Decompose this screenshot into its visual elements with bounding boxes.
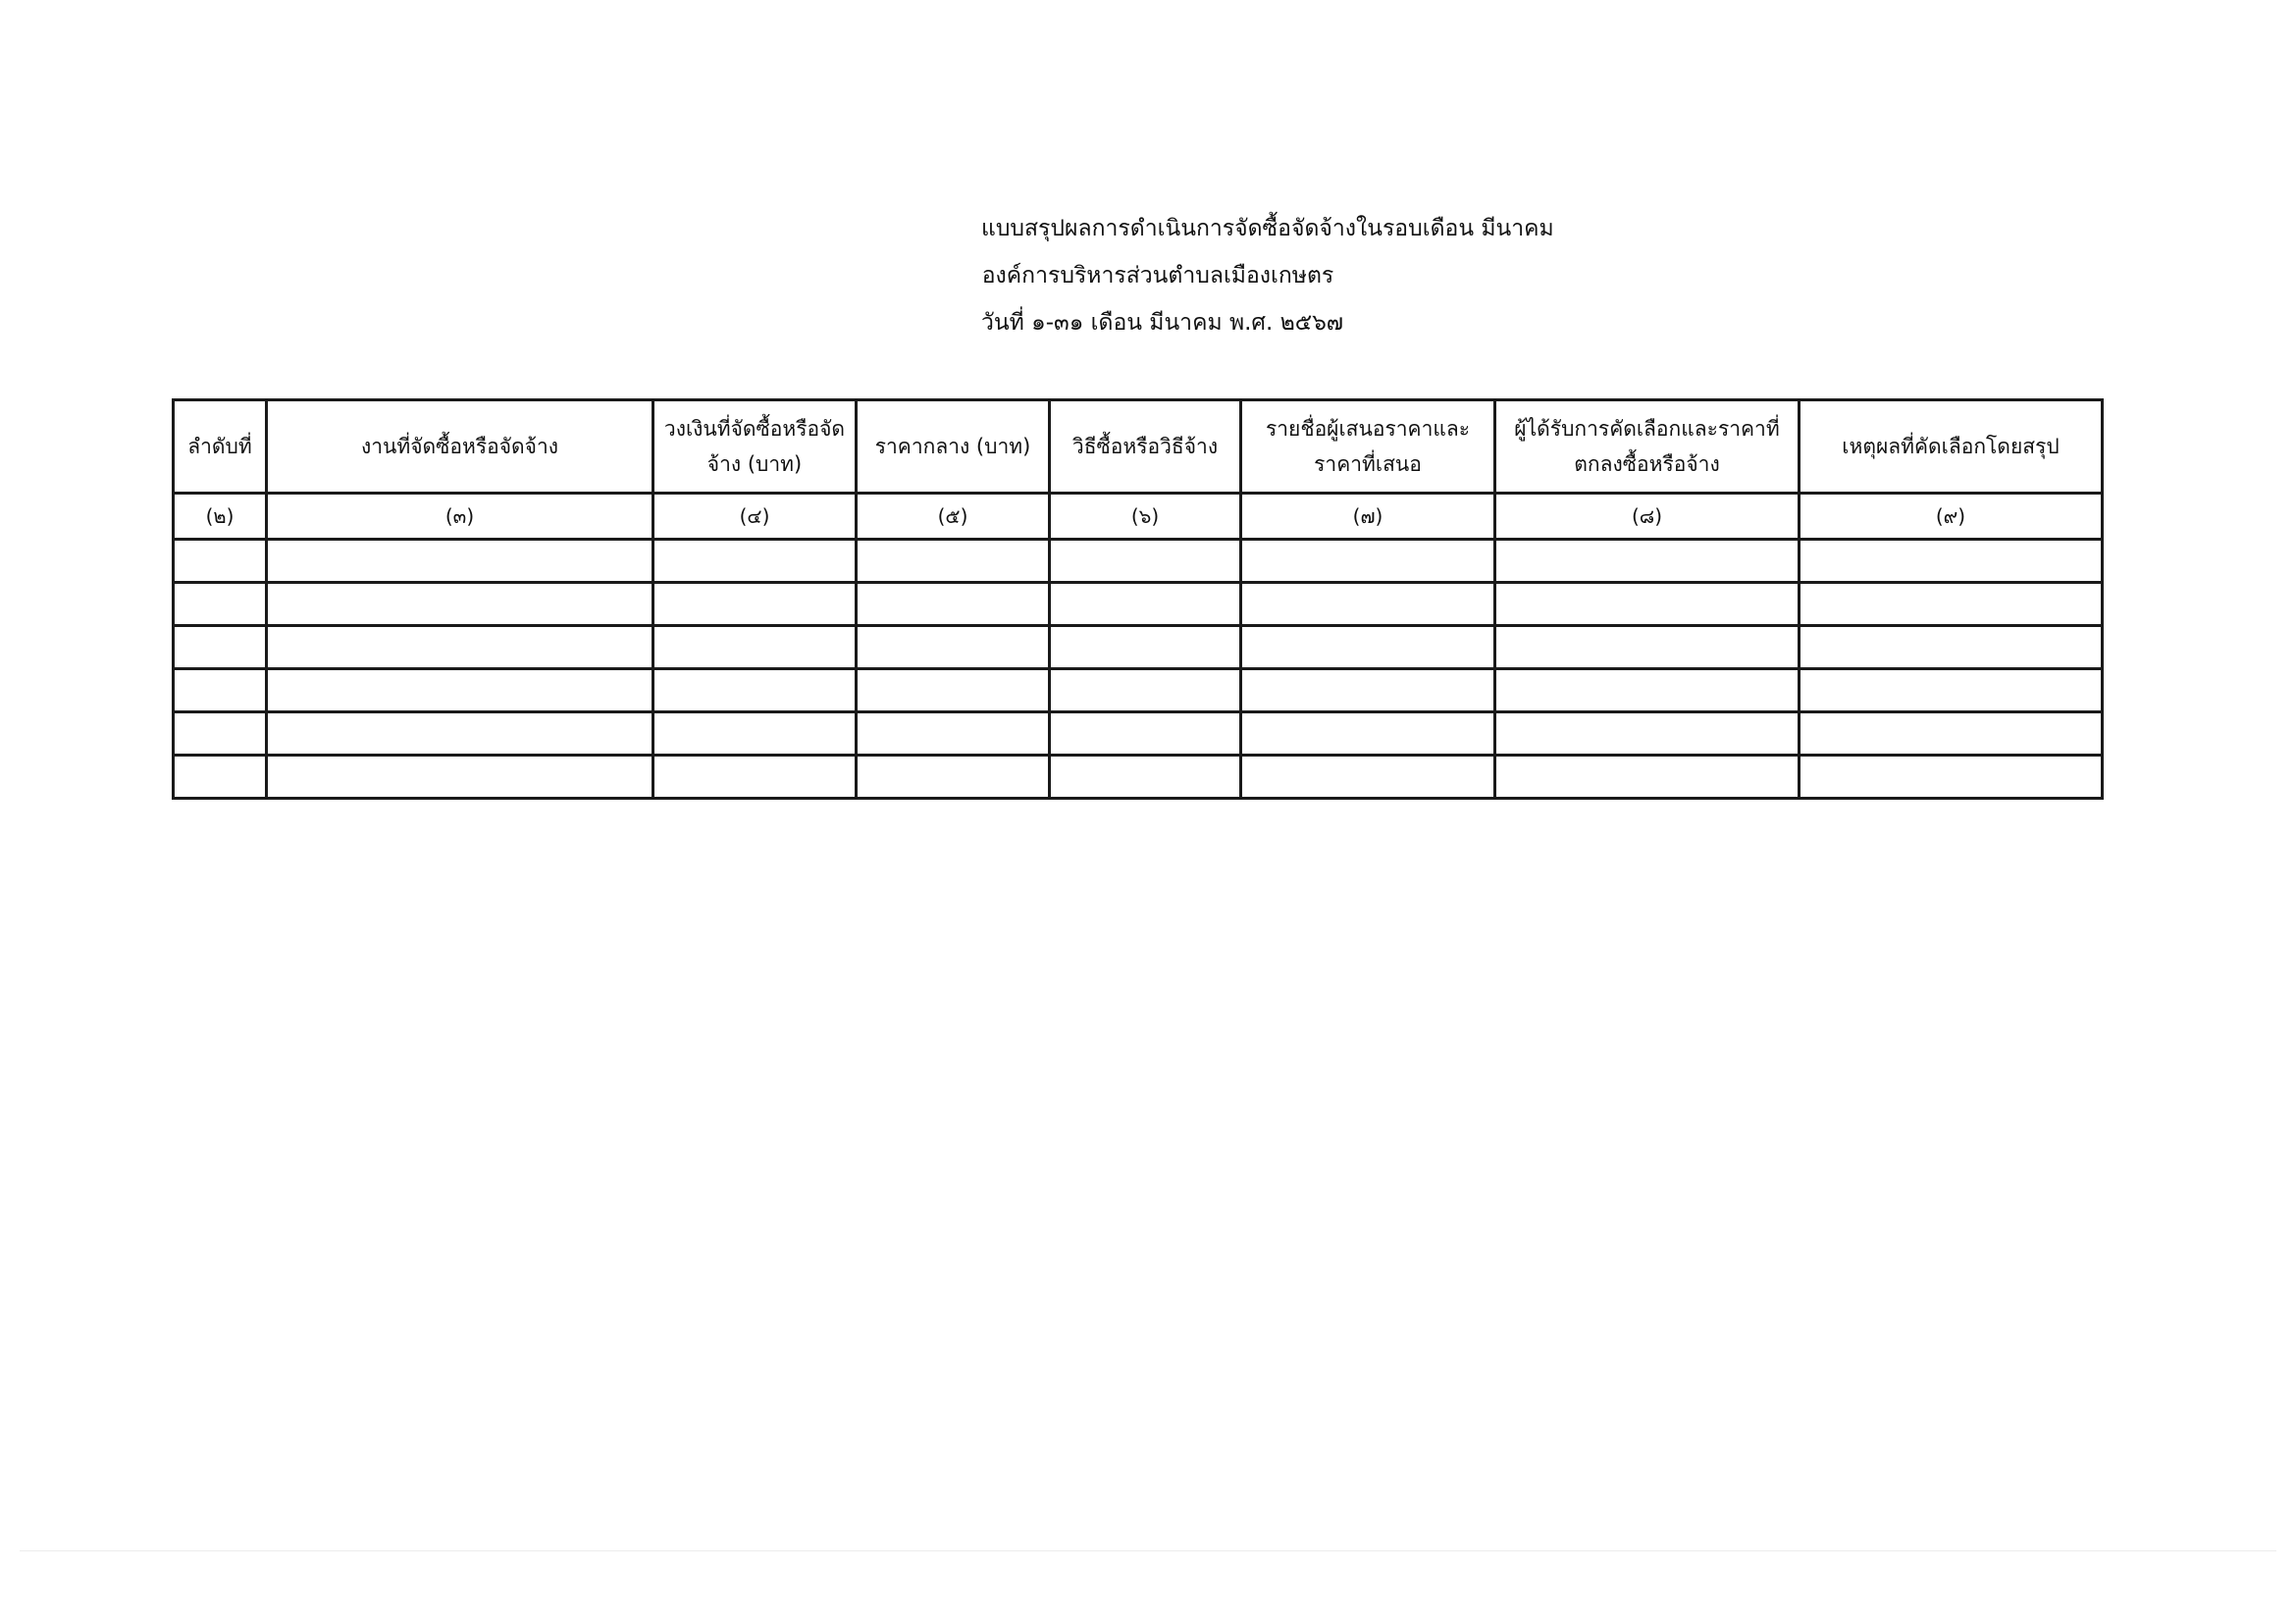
table-cell (1495, 540, 1800, 583)
column-number: (๖) (1050, 494, 1241, 540)
table-row (174, 626, 2103, 669)
table-cell (267, 626, 653, 669)
table-row (174, 712, 2103, 756)
table-cell (1800, 583, 2103, 626)
scan-edge-line (20, 1550, 2276, 1551)
table-cell (174, 626, 267, 669)
table-cell (857, 712, 1050, 756)
table-cell (1495, 712, 1800, 756)
table-cell (653, 540, 857, 583)
table-cell (1050, 669, 1241, 712)
table-cell (653, 626, 857, 669)
column-number: (๒) (174, 494, 267, 540)
procurement-summary-table (172, 398, 2104, 800)
table-cell (174, 669, 267, 712)
table-cell (1800, 712, 2103, 756)
table-cell (1241, 756, 1495, 799)
table-cell (1241, 583, 1495, 626)
table-cell (174, 756, 267, 799)
table-cell (653, 669, 857, 712)
table-cell (1050, 756, 1241, 799)
table-row (174, 756, 2103, 799)
header-reference-price: ราคากลาง (บาท) (857, 400, 1050, 494)
column-number: (๓) (267, 494, 653, 540)
table-row (174, 669, 2103, 712)
table-cell (857, 583, 1050, 626)
table-cell (1800, 669, 2103, 712)
title-line-2: องค์การบริหารส่วนตำบลเมืองเกษตร (981, 263, 1334, 288)
title-line-1: แบบสรุปผลการดำเนินการจัดซื้อจัดจ้างในรอบเดือน มีนาคม (981, 216, 1554, 241)
table-cell (1050, 626, 1241, 669)
table-cell (1495, 756, 1800, 799)
table-cell (1241, 626, 1495, 669)
table-cell (1800, 756, 2103, 799)
table-cell (1495, 669, 1800, 712)
header-procurement-work: งานที่จัดซื้อหรือจัดจ้าง (267, 400, 653, 494)
table-cell (267, 712, 653, 756)
column-number: (๗) (1241, 494, 1495, 540)
table-cell (1800, 626, 2103, 669)
table-cell (174, 540, 267, 583)
header-selection-reason: เหตุผลที่คัดเลือกโดยสรุป (1800, 400, 2103, 494)
header-bidders-and-prices: รายชื่อผู้เสนอราคาและราคาที่เสนอ (1241, 400, 1495, 494)
table-cell (1495, 583, 1800, 626)
table-cell (857, 540, 1050, 583)
table-cell (1241, 540, 1495, 583)
table-cell (653, 583, 857, 626)
table-cell (267, 669, 653, 712)
header-budget: วงเงินที่จัดซื้อหรือจัดจ้าง (บาท) (653, 400, 857, 494)
table-cell (174, 712, 267, 756)
table-cell (1050, 583, 1241, 626)
table-cell (1050, 540, 1241, 583)
table-cell (1241, 712, 1495, 756)
table-cell (653, 756, 857, 799)
table-cell (267, 583, 653, 626)
column-number: (๘) (1495, 494, 1800, 540)
table-cell (1050, 712, 1241, 756)
column-number: (๕) (857, 494, 1050, 540)
table-cell (1495, 626, 1800, 669)
table-cell (267, 756, 653, 799)
table-row (174, 540, 2103, 583)
header-procurement-method: วิธีซื้อหรือวิธีจ้าง (1050, 400, 1241, 494)
column-number-row (174, 494, 2103, 540)
table-cell (1800, 540, 2103, 583)
table-cell (267, 540, 653, 583)
header-order-number: ลำดับที่ (174, 400, 267, 494)
table-cell (174, 583, 267, 626)
table-cell (857, 669, 1050, 712)
table-header-row (174, 400, 2103, 494)
header-selected-vendor-and-price: ผู้ได้รับการคัดเลือกและราคาที่ตกลงซื้อหรือจ้าง (1495, 400, 1800, 494)
table-cell (1241, 669, 1495, 712)
column-number: (๔) (653, 494, 857, 540)
table-row (174, 583, 2103, 626)
table-cell (857, 626, 1050, 669)
table-cell (857, 756, 1050, 799)
column-number: (๙) (1800, 494, 2103, 540)
table-cell (653, 712, 857, 756)
title-line-3: วันที่ ๑-๓๑ เดือน มีนาคม พ.ศ. ๒๕๖๗ (981, 310, 1344, 336)
